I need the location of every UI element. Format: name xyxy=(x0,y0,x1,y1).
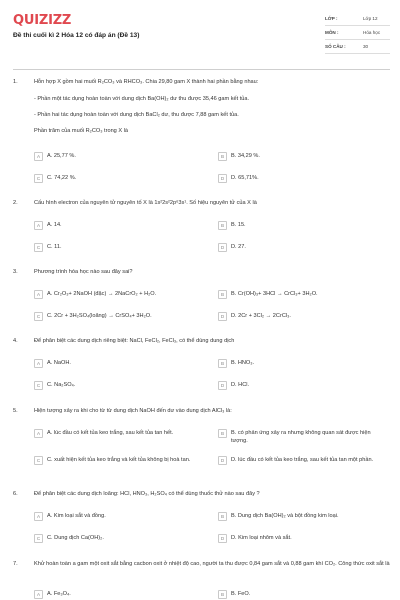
option-letter: B xyxy=(218,221,227,230)
option-text: B. HNO₃. xyxy=(231,360,255,366)
option-text: C. Na₂SO₄. xyxy=(47,382,76,388)
option-text: D. lúc đầu có kết tủa keo trắng, sau kết tủa tan một phần. xyxy=(231,457,374,463)
option-letter: A xyxy=(34,359,43,368)
option-text: A. Fe₃O₄. xyxy=(47,591,71,597)
option-text: B. 15. xyxy=(231,222,246,228)
option-letter: D xyxy=(218,534,227,543)
option-letter: D xyxy=(218,381,227,390)
option-text: D. 65,71%. xyxy=(231,175,259,181)
option-text: D. 2Cr + 3Cl₂ → 2CrCl₃. xyxy=(231,313,291,319)
question-text: Phương trình hóa học nào sau đây sai? xyxy=(34,269,133,275)
question-text: Để phân biệt các dung dịch riêng biệt: NaCl, FeCl₂, FeCl₃, có thể dùng dung dịch xyxy=(34,338,235,344)
question-number: 7. xyxy=(13,561,18,567)
question-number: 1. xyxy=(13,79,18,85)
question-text: Khử hoàn toàn a gam một oxit sắt bằng cacbon oxit ở nhiệt độ cao, người ta thu được 0,84 gam sắt và 0,88 gam khí CO₂. Công thức oxit sắt là xyxy=(34,561,390,567)
question-number: 3. xyxy=(13,269,18,275)
question-text: Cấu hình electron của nguyên tử nguyên tố X là 1s²2s²2p⁶3s¹. Số hiệu nguyên tử của X là xyxy=(34,200,257,206)
option-letter: B xyxy=(218,359,227,368)
option-letter: C xyxy=(34,456,43,465)
meta-subject-label: MÔN : xyxy=(325,30,339,35)
option-text: D. 27. xyxy=(231,244,246,250)
meta-count-value: 30 xyxy=(363,44,369,49)
option-text: A. NaOH. xyxy=(47,360,71,366)
worksheet-header xyxy=(0,0,400,64)
question-line: - Phần hai tác dụng hoàn toàn với dung dịch BaCl₂ dư, thu được 7,88 gam kết tủa. xyxy=(34,112,239,118)
option-letter: B xyxy=(218,152,227,161)
meta-class-value: Lớp 12 xyxy=(363,16,378,21)
option-letter: A xyxy=(34,152,43,161)
question-number: 6. xyxy=(13,491,18,497)
option-letter: C xyxy=(34,174,43,183)
option-letter: B xyxy=(218,429,227,438)
question-text: Hỗn hợp X gồm hai muối R₂CO₃ và RHCO₃. Chia 29,80 gam X thành hai phần bằng nhau: xyxy=(34,79,259,85)
option-text: B. Dung dịch Ba(OH)₂ và bột đồng kim loại. xyxy=(231,513,339,519)
question-number: 5. xyxy=(13,408,18,414)
option-letter: D xyxy=(218,312,227,321)
option-letter: A xyxy=(34,221,43,230)
option-letter: C xyxy=(34,381,43,390)
option-text: B. Cr(OH)₃+ 3HCl → CrCl₃+ 3H₂O. xyxy=(231,291,318,297)
meta-class xyxy=(325,14,390,26)
option-text: D. HCl. xyxy=(231,382,250,388)
quizizz-logo: QUIZIZZ xyxy=(13,13,72,28)
exam-title: Đề thi cuối kì 2 Hóa 12 có đáp án (Đề 13) xyxy=(13,32,140,39)
option-text: A. lúc đầu có kết tủa keo trắng, sau kết tủa tan hết. xyxy=(47,430,174,436)
option-text: A. 14. xyxy=(47,222,62,228)
option-letter: A xyxy=(34,290,43,299)
option-text: A. Cr₂O₃+ 2NaOH (đặc) → 2NaCrO₂ + H₂O. xyxy=(47,291,157,297)
question-number: 4. xyxy=(13,338,18,344)
option-letter: D xyxy=(218,174,227,183)
meta-count xyxy=(325,42,390,54)
meta-count-label: SỐ CÂU : xyxy=(325,44,346,49)
option-text: B. FeO. xyxy=(231,591,251,597)
option-text: C. 74,22 %. xyxy=(47,175,77,181)
option-letter: D xyxy=(218,456,227,465)
meta-subject-value: Hóa học xyxy=(363,30,381,35)
option-text: C. Dung dịch Ca(OH)₂. xyxy=(47,535,104,541)
question-line: - Phần một tác dụng hoàn toàn với dung dịch Ba(OH)₂ dư thu được 35,46 gam kết tủa. xyxy=(34,96,250,102)
option-letter: A xyxy=(34,590,43,599)
option-letter: B xyxy=(218,512,227,521)
option-text: B. có phản ứng xảy ra nhưng không quan sát được hiện tượng. xyxy=(231,430,371,444)
option-text: A. Kim loại sắt và đồng. xyxy=(47,513,106,519)
option-text: C. xuất hiện kết tủa keo trắng và kết tủa không bị hoà tan. xyxy=(47,457,191,463)
header-divider xyxy=(13,69,390,70)
option-text: C. 11. xyxy=(47,244,62,250)
option-letter: A xyxy=(34,429,43,438)
option-text: A. 25,77 %. xyxy=(47,153,76,159)
option-letter: C xyxy=(34,312,43,321)
option-letter: A xyxy=(34,512,43,521)
option-letter: C xyxy=(34,243,43,252)
option-text: B. 34,29 %. xyxy=(231,153,260,159)
option-letter: C xyxy=(34,534,43,543)
option-text: C. 2Cr + 3H₂SO₄(loãng) → CrSO₄+ 3H₂O. xyxy=(47,313,152,319)
meta-subject xyxy=(325,28,390,40)
option-text: D. Kim loại nhôm và sắt. xyxy=(231,535,292,541)
option-letter: D xyxy=(218,243,227,252)
meta-class-label: LỚP : xyxy=(325,16,338,21)
question-text: Hiện tượng xảy ra khi cho từ từ dung dịch NaOH đến dư vào dung dịch AlCl₃ là: xyxy=(34,408,232,414)
question-number: 2. xyxy=(13,200,18,206)
option-letter: B xyxy=(218,290,227,299)
question-line: Phần trăm của muối R₂CO₃ trong X là xyxy=(34,128,128,134)
option-letter: B xyxy=(218,590,227,599)
question-text: Để phân biệt các dung dịch loãng: HCl, HNO₃, H₂SO₄ có thể dùng thuốc thử nào sau đây ? xyxy=(34,491,260,497)
